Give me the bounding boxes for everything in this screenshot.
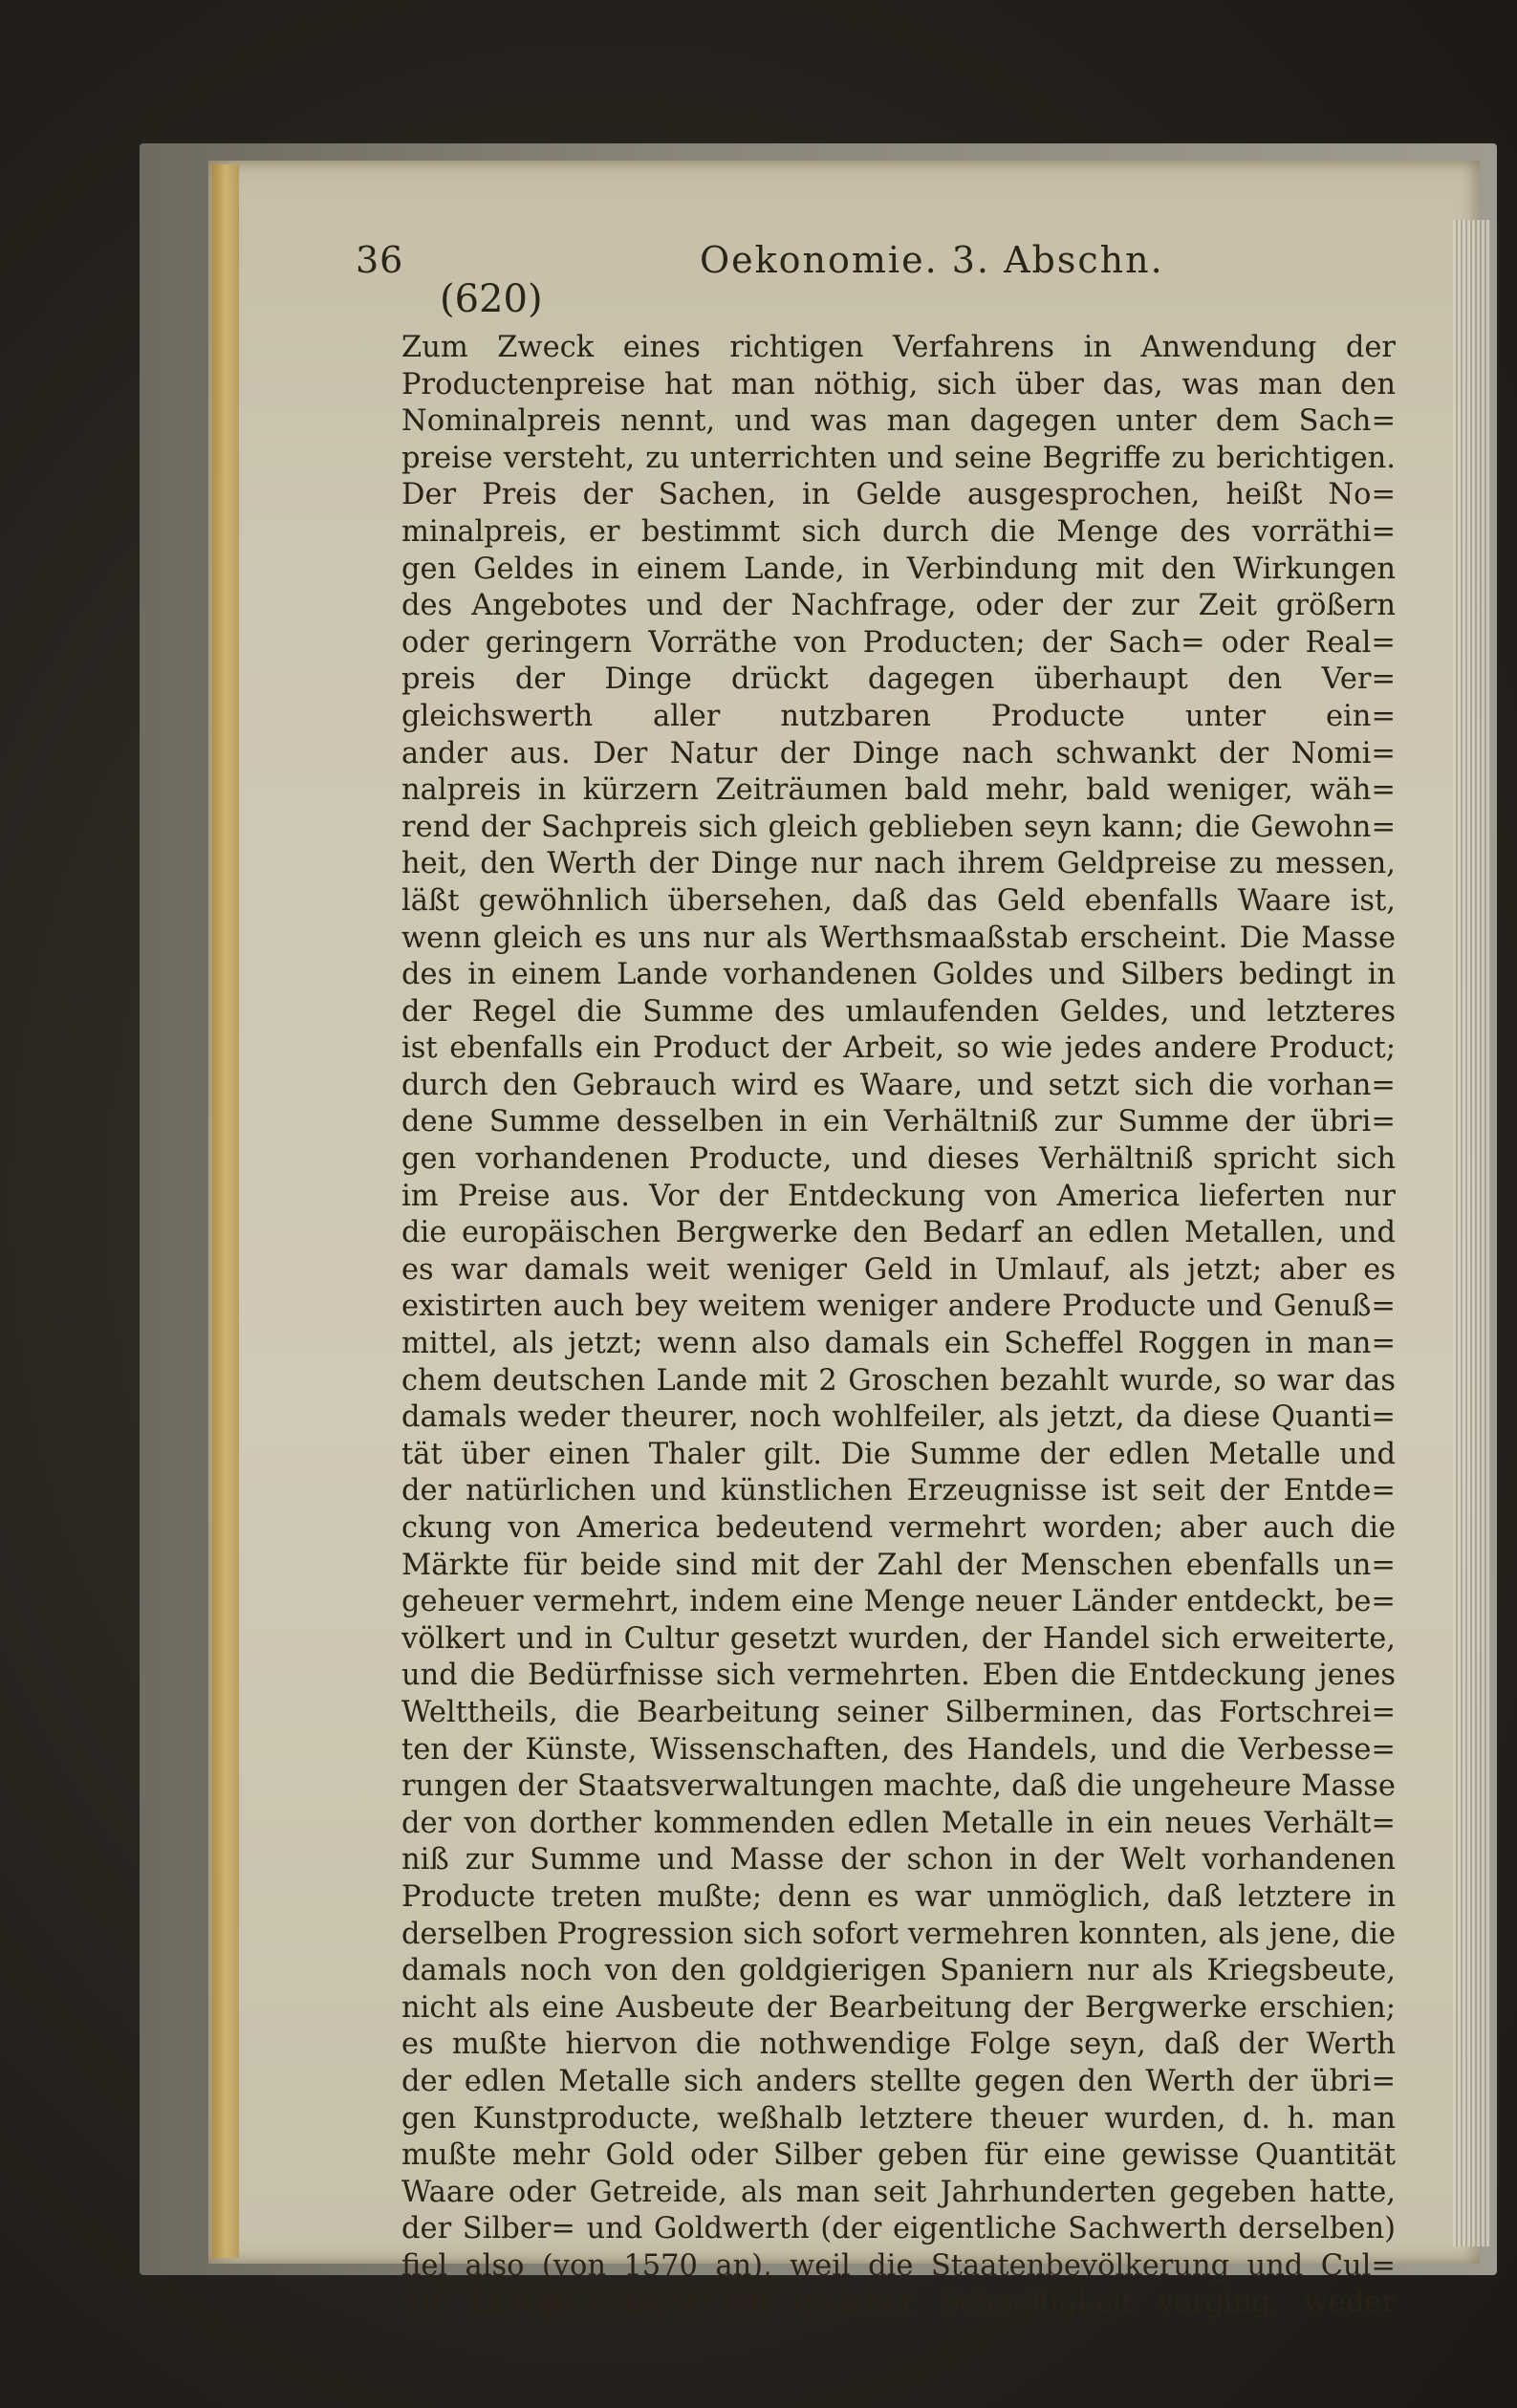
gilt-page-edge xyxy=(212,164,239,2258)
text-line: derselben Progression sich sofort vermehren konnten, als jene, die xyxy=(401,1917,1396,1951)
text-line: nicht als eine Ausbeute der Bearbeitung der Bergwerke erschien; xyxy=(401,1990,1396,2025)
text-line: oder geringern Vorräthe von Producten; der Sach= oder Real= xyxy=(401,625,1396,660)
text-line: tur Europa's nicht mit gleicher Schnelligkeit vorging, weder xyxy=(401,2286,1396,2320)
text-line: Producte treten mußte; denn es war unmöglich, daß letztere in xyxy=(401,1879,1396,1914)
text-line: existirten auch bey weitem weniger andere Producte und Genuß= xyxy=(401,1290,1396,1324)
text-line: gleichswerth aller nutzbaren Producte unter ein= xyxy=(401,699,1396,733)
text-line: und die Bedürfnisse sich vermehrten. Eben die Entdeckung jenes xyxy=(401,1659,1396,1693)
text-line: dene Summe desselben in ein Verhältniß zur Summe der übri= xyxy=(401,1105,1396,1139)
text-line: des Angebotes und der Nachfrage, oder der zur Zeit größern xyxy=(401,589,1396,623)
text-line: ander aus. Der Natur der Dinge nach schwankt der Nomi= xyxy=(401,736,1396,770)
text-line: mußte mehr Gold oder Silber geben für eine gewisse Quantität xyxy=(401,2138,1396,2173)
text-line: Märkte für beide sind mit der Zahl der Menschen ebenfalls un= xyxy=(401,1548,1396,1582)
text-line: minalpreis, er bestimmt sich durch die Menge des vorräthi= xyxy=(401,514,1396,549)
text-line: rend der Sachpreis sich gleich geblieben seyn kann; die Gewohn= xyxy=(401,810,1396,844)
text-line: rungen der Staatsverwaltungen machte, daß die ungeheure Masse xyxy=(401,1769,1396,1804)
text-line: es war damals weit weniger Geld in Umlauf, als jetzt; aber es xyxy=(401,1252,1396,1287)
text-line: chem deutschen Lande mit 2 Groschen bezahlt wurde, so war das xyxy=(401,1363,1396,1398)
section-number: (620) xyxy=(440,277,543,321)
text-line: ckung von America bedeutend vermehrt worden; aber auch die xyxy=(401,1511,1396,1545)
text-line: Waare oder Getreide, als man seit Jahrhunderten gegeben hatte, xyxy=(401,2175,1396,2209)
text-line: heit, den Werth der Dinge nur nach ihrem Geldpreise zu messen, xyxy=(401,847,1396,881)
text-line: mittel, als jetzt; wenn also damals ein Scheffel Roggen in man= xyxy=(401,1327,1396,1361)
text-line: damals weder theurer, noch wohlfeiler, als jetzt, da diese Quanti= xyxy=(401,1400,1396,1435)
text-line: niß zur Summe und Masse der schon in der Welt vorhandenen xyxy=(401,1843,1396,1877)
text-line: ten der Künste, Wissenschaften, des Handels, und die Verbesse= xyxy=(401,1732,1396,1767)
text-line: wenn gleich es uns nur als Werthsmaaßstab erscheint. Die Masse xyxy=(401,921,1396,955)
text-line: preise versteht, zu unterrichten und seine Begriffe zu berichtigen. xyxy=(401,441,1396,475)
text-line: des in einem Lande vorhandenen Goldes und Silbers bedingt in xyxy=(401,958,1396,992)
text-line: ist ebenfalls ein Product der Arbeit, so wie jedes andere Product; xyxy=(401,1031,1396,1066)
text-line: gen Kunstproducte, weßhalb letztere theuer wurden, d. h. man xyxy=(401,2101,1396,2136)
text-line: der Silber= und Goldwerth (der eigentliche Sachwerth derselben) xyxy=(401,2212,1396,2246)
page-number: 36 xyxy=(356,239,404,281)
text-line: Nominalpreis nennt, und was man dagegen unter dem Sach= xyxy=(401,404,1396,439)
text-line: durch den Gebrauch wird es Waare, und setzt sich die vorhan= xyxy=(401,1068,1396,1102)
text-line: der natürlichen und künstlichen Erzeugnisse ist seit der Entde= xyxy=(401,1474,1396,1508)
text-line: es mußte hiervon die nothwendige Folge seyn, daß der Werth xyxy=(401,2028,1396,2062)
text-line: damals noch von den goldgierigen Spaniern nur als Kriegsbeute, xyxy=(401,1954,1396,1988)
text-line: geheuer vermehrt, indem eine Menge neuer Länder entdeckt, be= xyxy=(401,1585,1396,1619)
text-line: die europäischen Bergwerke den Bedarf an edlen Metallen, und xyxy=(401,1216,1396,1250)
text-line: gen Geldes in einem Lande, in Verbindung mit den Wirkungen xyxy=(401,552,1396,586)
text-line: nalpreis in kürzern Zeiträumen bald mehr, bald weniger, wäh= xyxy=(401,773,1396,808)
text-line: Zum Zweck eines richtigen Verfahrens in Anwendung der xyxy=(401,331,1396,364)
text-line: läßt gewöhnlich übersehen, daß das Geld ebenfalls Waare ist, xyxy=(401,883,1396,918)
text-line: gen vorhandenen Producte, und dieses Verhältniß spricht sich xyxy=(401,1142,1396,1177)
text-line: preis der Dinge drückt dagegen überhaupt den Ver= xyxy=(401,662,1396,697)
running-head: Oekonomie. 3. Abschn. xyxy=(700,239,1164,281)
text-line: fiel also (von 1570 an), weil die Staatenbevölkerung und Cul= xyxy=(401,2248,1396,2283)
text-line: tät über einen Thaler gilt. Die Summe der edlen Metalle und xyxy=(401,1437,1396,1471)
page-leaves-edge xyxy=(1453,220,1491,2246)
text-line: Productenpreise hat man nöthig, sich über das, was man den xyxy=(401,367,1396,401)
text-line: der edlen Metalle sich anders stellte gegen den Werth der übri= xyxy=(401,2064,1396,2098)
text-line: der von dorther kommenden edlen Metalle in ein neues Verhält= xyxy=(401,1806,1396,1840)
text-line: völkert und in Cultur gesetzt wurden, der Handel sich erweiterte, xyxy=(401,1621,1396,1656)
text-line: im Preise aus. Vor der Entdeckung von America lieferten nur xyxy=(401,1179,1396,1213)
text-line: Der Preis der Sachen, in Gelde ausgesprochen, heißt No= xyxy=(401,478,1396,512)
body-text xyxy=(401,330,1396,2322)
text-line: Welttheils, die Bearbeitung seiner Silberminen, das Fortschrei= xyxy=(401,1695,1396,1729)
text-line: der Regel die Summe des umlaufenden Geldes, und letzteres xyxy=(401,994,1396,1029)
